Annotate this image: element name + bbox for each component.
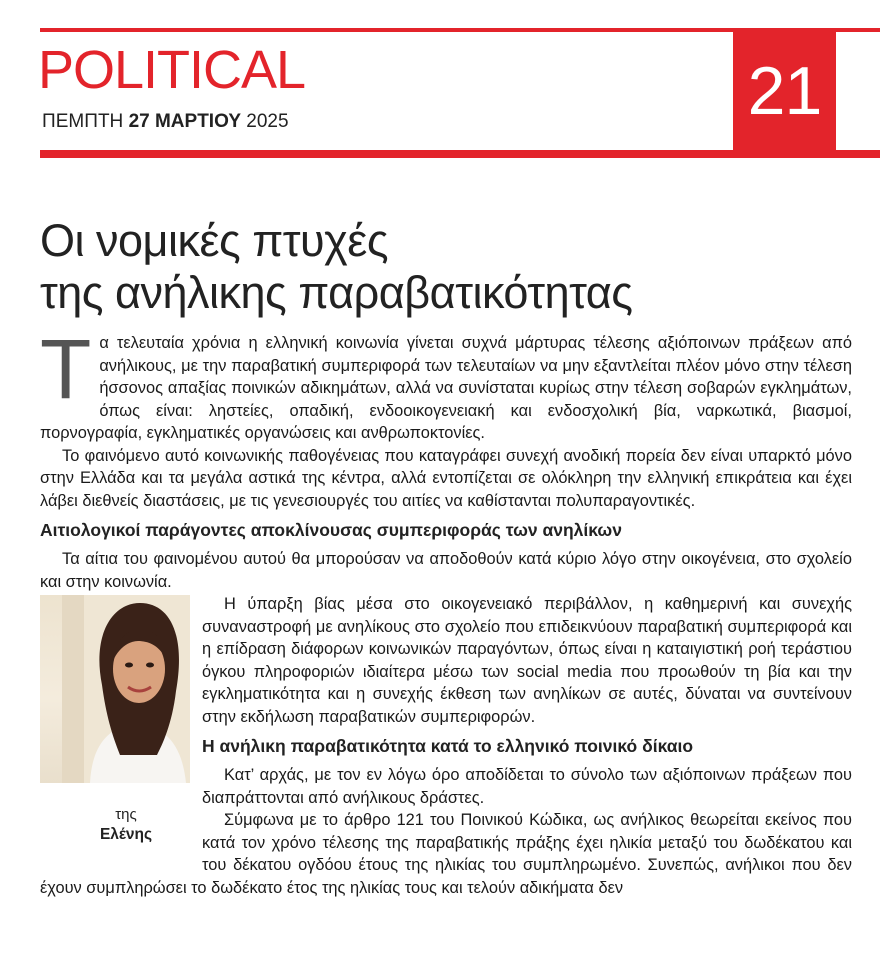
article-paragraph-3: Τα αίτια του φαινομένου αυτού θα μπορούσαν να αποδοθούν κατά κύριο λόγο στην οικογένεια, στο σχολείο και στην κοινωνία. <box>40 550 852 591</box>
article-paragraph-6: Σύμφωνα με το άρθρο 121 του Ποινικού Κώδικα, ως ανήλικος θεωρείται εκείνος που κατά τον χρόνο τέλεσης της παραβατικής πράξης έχει ηλικία μεταξύ του δωδέκατου και του δέκατου ογδόου έτους της ηλικίας του συμπληρωμένο. Συνεπώς, ανήλικοι που δεν έχουν συμπληρώσει το δωδέκατο έτος της ηλικίας τους και τελούν αδικήματα δεν <box>40 811 852 897</box>
drop-cap: Τ <box>40 322 92 416</box>
article-paragraph-5: Κατ’ αρχάς, με τον εν λόγω όρο αποδίδεται το σύνολο των αξιόποινων πράξεων που διαπράττονται από ανήλικους δράστες. <box>202 766 852 807</box>
article-paragraph-1 <box>40 322 852 445</box>
date-day-month: 27 ΜΑΡΤΙΟΥ <box>128 111 242 132</box>
article-body <box>40 322 852 899</box>
headline-line-1: Οι νομικές πτυχές <box>40 215 389 266</box>
date-year: 2025 <box>246 111 289 132</box>
header-bottom-rule <box>40 150 880 158</box>
subheading-greek-criminal-law: Η ανήλικη παραβατικότητα κατά το ελληνικό ποινικό δίκαιο <box>202 736 694 756</box>
headline-line-2: της ανήλικης παραβατικότητας <box>40 267 633 318</box>
article-headline <box>40 215 860 319</box>
subheading-causes: Αιτιολογικοί παράγοντες αποκλίνουσας συμπεριφοράς των ανηλίκων <box>40 520 622 540</box>
byline-name: Ελένης <box>99 826 153 843</box>
author-byline <box>40 805 190 845</box>
article-paragraph-2: Το φαινόμενο αυτό κοινωνικής παθογένειας που καταγράφει συνεχή ανοδική πορεία δεν είναι υπαρκτό μόνο στην Ελλάδα και τα μεγάλα αστικά της κέντρα, αλλά εντοπίζεται σε ολόκληρη την ελληνική επικράτεια και έχει λάβει διεθνείς διαστάσεις, με τις γενεσιουργές του αιτίες να καθίστανται πολυπαραγοντικές. <box>40 446 852 510</box>
paragraph-1-text: α τελευταία χρόνια η ελληνική κοινωνία γίνεται συχνά μάρτυρας τέλεσης αξιόποινων πράξεων από ανήλικους, με την παραβατική συμπεριφορά των τελευταίων να μην εξαντλείται πλέον μόνο στην τέλεση ήσσονος απαξίας ποινικών αδικημάτων, αλλά να συνίσταται κυρίως στην τέλεση σοβαρών εγκλημάτων, όπως είναι: ληστείες, οπαδική, ενδοοικογενειακή και ενδοσχολική βία, ναρκωτικά, βιασμοί, πορνογραφία, εγκληματικές οργανώσεις και ανθρωποκτονίες. <box>40 334 852 442</box>
section-title: POLITICAL <box>38 40 306 100</box>
author-photo <box>40 595 190 783</box>
author-portrait-image <box>62 595 190 783</box>
paragraph-4-text: Η ύπαρξη βίας μέσα στο οικογενειακό περιβάλλον, η καθημερινή και συνεχής συναναστροφή με ανηλίκους στο σχολείο που επιδεικνύουν παραβατική συμπεριφορά και η επίδραση διάφορων κοινωνικών παραγόντων, όπως είναι η καταιγιστική ροή τεράστιου όγκου πληροφοριών ιδιαίτερα μέσω των social media που προωθούν τη βία και την εγκληματικότητα και η συνεχής έκθεση των ανηλίκων σε αυτές, δύναται να συντείνουν στην εκδήλωση παραβατικών συμπεριφορών. <box>202 595 852 726</box>
author-column <box>40 595 190 855</box>
page-number: 21 <box>733 32 836 150</box>
byline-prefix: της <box>115 806 137 823</box>
dateline <box>42 111 289 133</box>
date-weekday: ΠΕΜΠΤΗ <box>42 111 124 132</box>
